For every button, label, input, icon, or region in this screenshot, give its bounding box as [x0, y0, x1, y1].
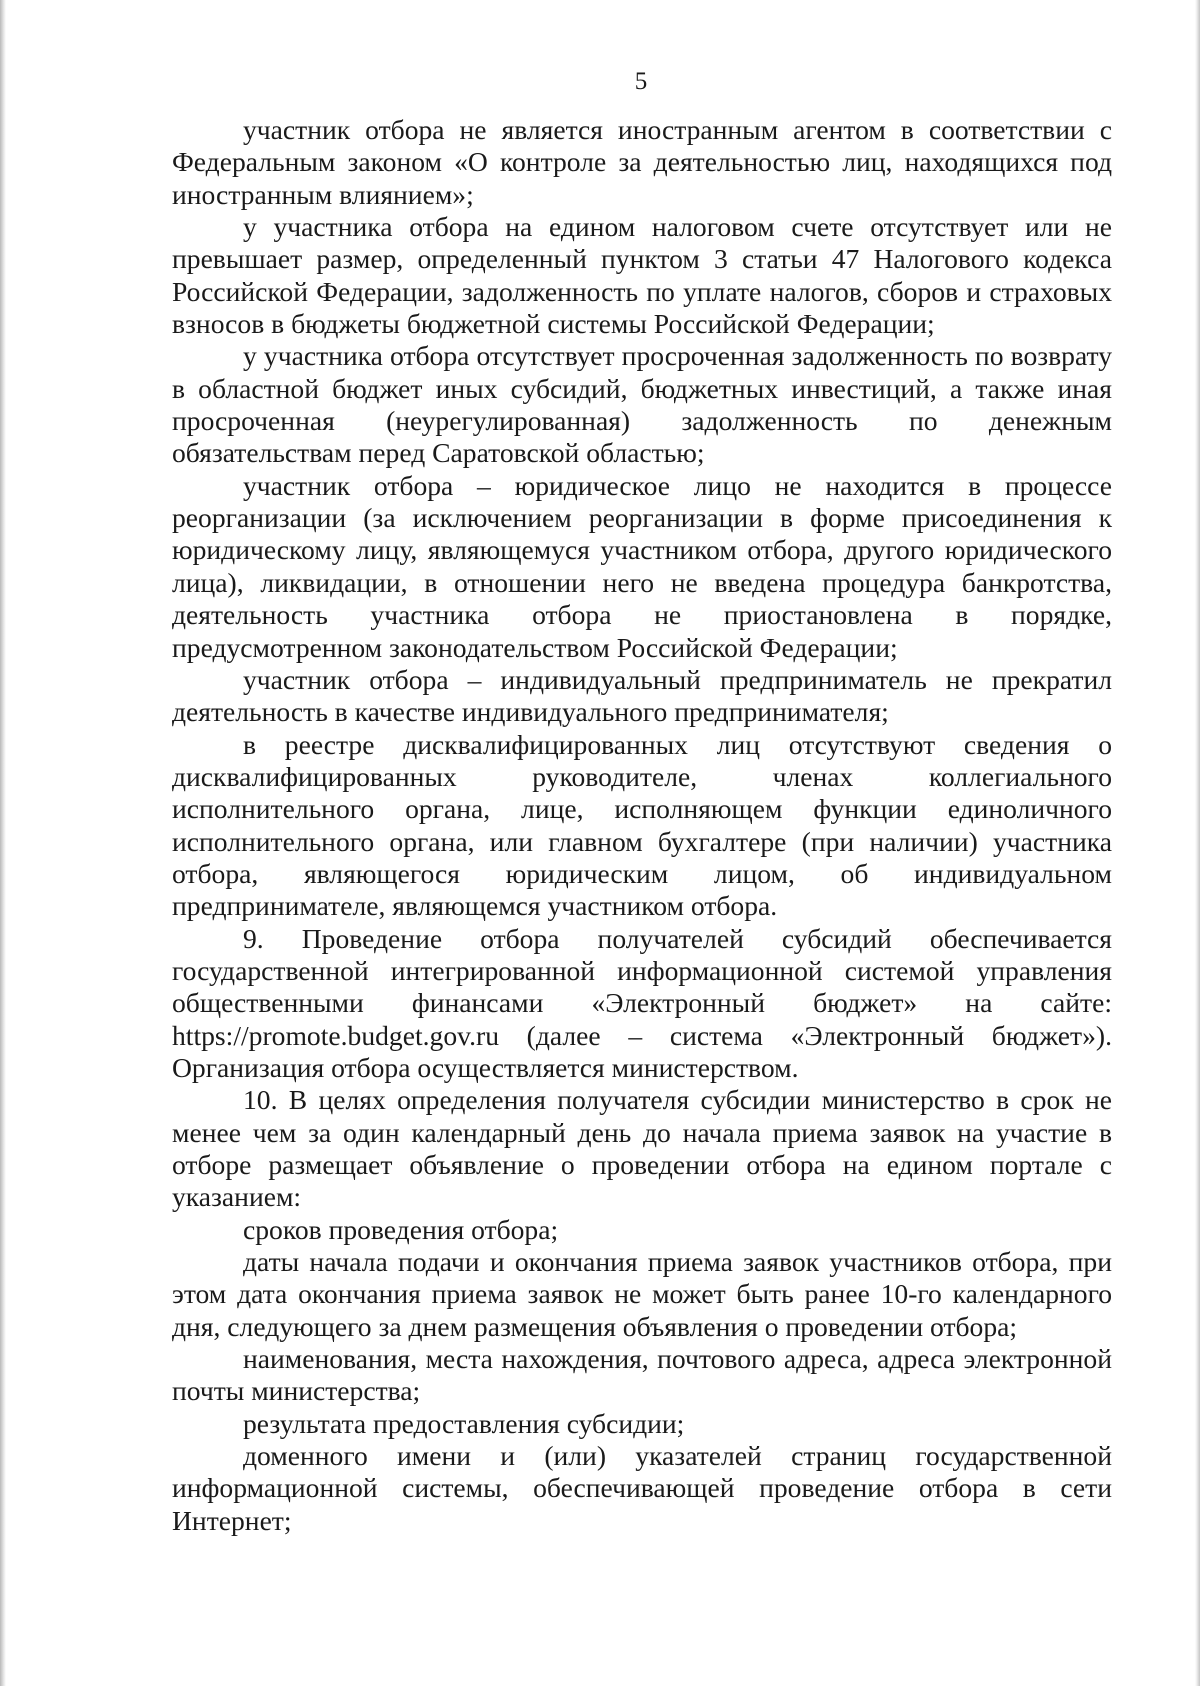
list-item-selection-terms: сроков проведения отбора; [243, 1213, 559, 1245]
list-item-application-dates: даты начала подачи и окончания приема заявок участников отбора, при этом дата окончания приема заявок не может быть ранее 10-го календарного дня, следующего за днем размещения объявления о проведении отбора; [172, 1246, 1112, 1342]
paragraph-overdue-debt: у участника отбора отсутствует просроченная задолженность по возврату в областной бюджет иных субсидий, бюджетных инвестиций, а также иная просроченная (неурегулированная) задолженность по денежным обязательствам перед Саратовской областью; [172, 340, 1112, 469]
scan-edge-right [1195, 0, 1200, 1686]
page-number: 5 [634, 68, 648, 95]
paragraph-legal-entity-status: участник отбора – юридическое лицо не находится в процессе реорганизации (за исключением реорганизации в форме присоединения к юридическому лицу, являющемуся участником отбора, другого юридического лица), ликвидации, в отношении него не введена процедура банкротства, деятельность участника отбора не приостановлена в порядке, предусмотренном законодательством Российской Федерации; [172, 469, 1112, 663]
paragraph-entrepreneur-status: участник отбора – индивидуальный предприниматель не прекратил деятельность в качестве индивидуального предпринимателя; [172, 663, 1112, 728]
list-item-ministry-contacts: наименования, места нахождения, почтового адреса, адреса электронной почты министерства; [172, 1343, 1112, 1407]
list-item-subsidy-result: результата предоставления субсидии; [243, 1407, 685, 1439]
paragraph-tax-debt: у участника отбора на едином налоговом счете отсутствует или не превышает размер, определенный пунктом 3 статьи 47 Налогового кодекса Российской Федерации, задолженность по уплате налогов, сборов и страховых взносов в бюджеты бюджетной системы Российской Федерации; [172, 211, 1112, 340]
document-body [172, 114, 1112, 1537]
paragraph-foreign-agent: участник отбора не является иностранным агентом в соответствии с Федеральным законом «О контроле за деятельностью лиц, находящихся под иностранным влиянием»; [172, 114, 1112, 210]
scan-edge-left [0, 0, 6, 1686]
paragraph-item-9: 9. Проведение отбора получателей субсидий обеспечивается государственной интегрированной информационной системой управления общественными финансами «Электронный бюджет» на сайте: https://promote.budget.gov.ru (далее – система «Электронный бюджет»). Организация отбора осуществляется министерством. [172, 922, 1112, 1083]
list-item-domain-name: доменного имени и (или) указателей страниц государственной информационной системы, обеспечивающей проведение отбора в сети Интернет; [172, 1440, 1112, 1536]
paragraph-item-10: 10. В целях определения получателя субсидии министерство в срок не менее чем за один календарный день до начала приема заявок на участие в отборе размещает объявление о проведении отбора на едином портале с указанием: [172, 1084, 1112, 1213]
paragraph-disqualified-registry: в реестре дисквалифицированных лиц отсутствуют сведения о дисквалифицированных руководителе, членах коллегиального исполнительного органа, лице, исполняющем функции единоличного исполнительного органа, или главном бухгалтере (при наличии) участника отбора, являющегося юридическим лицом, об индивидуальном предпринимателе, являющемся участником отбора. [172, 728, 1112, 922]
